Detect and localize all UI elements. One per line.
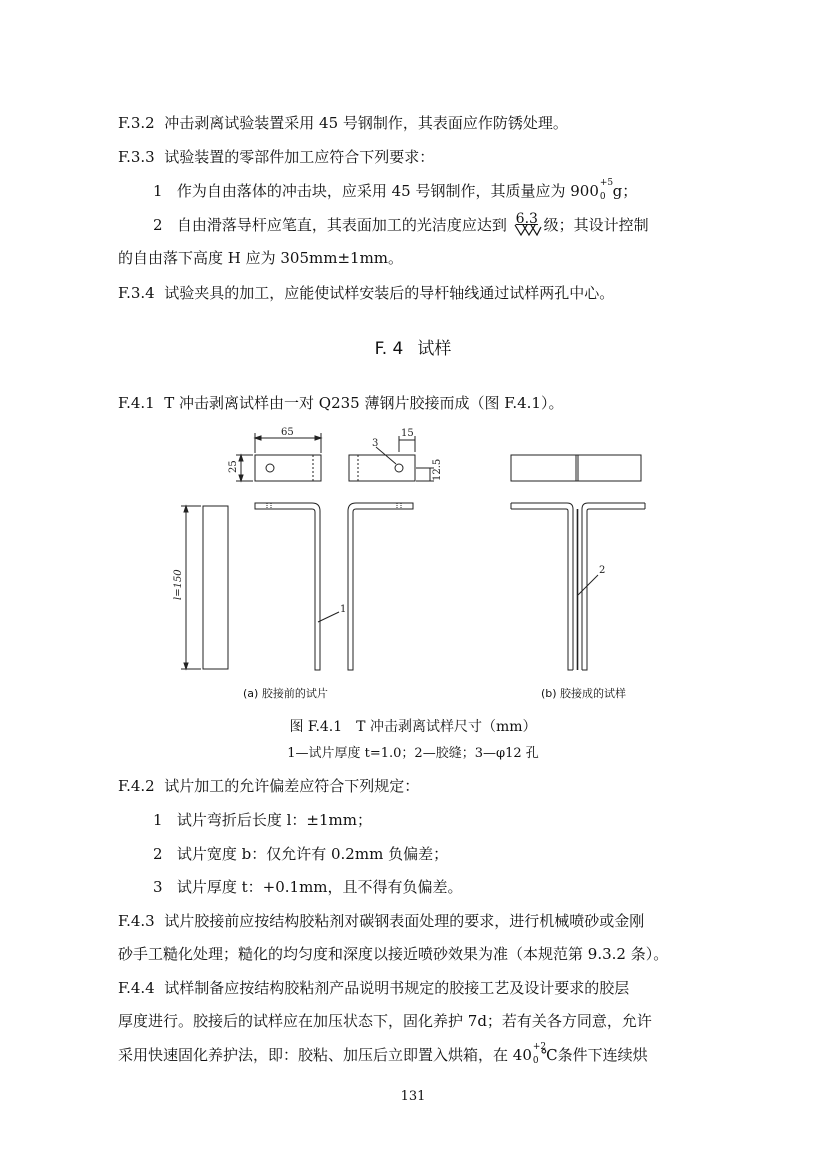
dim-15-label: 15 bbox=[401, 428, 414, 439]
item-text: 作为自由落体的冲击块，应采用 45 号钢制作，其质量应为 900 bbox=[176, 182, 599, 200]
section-title: 试样 bbox=[417, 339, 452, 359]
item-text-after: 级；其设计控制 bbox=[543, 216, 649, 234]
subfigure-a-label: (a) 胶接前的试片 bbox=[243, 687, 328, 700]
paragraph-f4-4-cont1: 厚度进行。胶接后的试样应在加压状态下，固化养护 7d；若有关各方同意，允许 bbox=[118, 1012, 652, 1030]
item-number: 3 bbox=[153, 878, 163, 896]
clause-code: F.3.3 bbox=[118, 148, 155, 166]
unit-text: g； bbox=[607, 182, 638, 200]
plate-a-top-view bbox=[255, 455, 321, 481]
temperature-tolerance bbox=[532, 1042, 547, 1066]
item-number: 2 bbox=[153, 845, 163, 863]
clause-code: F.3.2 bbox=[118, 114, 155, 132]
dim-25-label: 25 bbox=[228, 460, 239, 473]
tolerance-lower: 0 bbox=[532, 1056, 539, 1066]
item-text: 试片厚度 t：+0.1mm，且不得有负偏差。 bbox=[176, 878, 463, 896]
item-number: 1 bbox=[153, 811, 163, 829]
hole-icon bbox=[395, 464, 403, 472]
tolerance-upper: +5 bbox=[599, 178, 614, 188]
list-item-f4-2-1 bbox=[153, 810, 372, 830]
bent-plate-a bbox=[255, 503, 320, 670]
dim-12-5-label: 12.5 bbox=[432, 458, 443, 481]
clause-text: 试片加工的允许偏差应符合下列规定： bbox=[164, 777, 420, 795]
clause-code: F.4.4 bbox=[118, 979, 155, 997]
paragraph-f4-3-cont: 砂手工糙化处理；糙化的均匀度和深度以接近喷砂效果为准（本规范第 9.3.2 条）。 bbox=[118, 945, 669, 963]
clause-code: F.3.4 bbox=[118, 284, 155, 302]
dim-150-label: l=150 bbox=[173, 569, 184, 600]
dim-65-label: 65 bbox=[281, 427, 294, 438]
clause-code: F.4.2 bbox=[118, 777, 155, 795]
item-number: 2 bbox=[153, 216, 163, 234]
specimen-right-leg bbox=[582, 503, 645, 670]
subfigure-b-label: (b) 胶接成的试样 bbox=[541, 687, 627, 700]
figure-caption: 图 F.4.1 T 冲击剥离试样尺寸（mm） bbox=[289, 719, 537, 735]
clause-code: F.4.3 bbox=[118, 912, 155, 930]
plate-side-view bbox=[203, 506, 228, 669]
specimen-left-leg bbox=[511, 503, 573, 670]
paragraph-f4-4 bbox=[118, 978, 629, 998]
page-number: 131 bbox=[400, 1089, 426, 1104]
item-number: 1 bbox=[153, 182, 163, 200]
list-item-f3-3-2-cont: 的自由落下高度 H 应为 305mm±1mm。 bbox=[118, 249, 404, 267]
list-item-f4-2-2 bbox=[153, 844, 448, 864]
plate-b-top-view bbox=[349, 455, 415, 481]
clause-text: 冲击剥离试验装置采用 45 号钢制作，其表面应作防锈处理。 bbox=[164, 114, 568, 132]
paragraph-f4-2 bbox=[118, 776, 419, 796]
tolerance-upper: +2 bbox=[532, 1042, 547, 1052]
bent-plate-b bbox=[348, 503, 413, 670]
label-3: 3 bbox=[372, 438, 379, 449]
label-2: 2 bbox=[599, 565, 606, 576]
cont-text-after: ℃条件下连续烘 bbox=[540, 1046, 648, 1064]
clause-text: 试片胶接前应按结构胶粘剂对碳钢表面处理的要求，进行机械喷砂或金刚 bbox=[164, 912, 645, 930]
paragraph-f4-3 bbox=[118, 911, 644, 931]
cont-text: 采用快速固化养护法，即：胶粘、加压后立即置入烘箱，在 40 bbox=[118, 1046, 532, 1064]
list-item-f4-2-3 bbox=[153, 877, 463, 897]
section-number: F. 4 bbox=[374, 339, 404, 359]
tolerance-lower: 0 bbox=[599, 192, 606, 202]
figure-note: 1—试片厚度 t=1.0；2—胶缝；3—φ12 孔 bbox=[287, 746, 539, 761]
item-text: 自由滑落导杆应笔直，其表面加工的光洁度应达到 bbox=[176, 216, 507, 234]
clause-text: 试样制备应按结构胶粘剂产品说明书规定的胶接工艺及设计要求的胶层 bbox=[164, 979, 630, 997]
item-text: 试片弯折后长度 l：±1mm； bbox=[176, 811, 372, 829]
paragraph-f4-4-cont2 bbox=[118, 1042, 648, 1066]
label-1: 1 bbox=[340, 604, 347, 615]
roughness-value: 6.3 bbox=[515, 211, 538, 227]
clause-text: 试验装置的零部件加工应符合下列要求： bbox=[164, 148, 435, 166]
clause-text: T 冲击剥离试样由一对 Q235 薄钢片胶接而成（图 F.4.1）。 bbox=[164, 394, 564, 412]
hole-icon bbox=[266, 464, 274, 472]
item-text: 试片宽度 b：仅允许有 0.2mm 负偏差； bbox=[176, 845, 449, 863]
clause-code: F.4.1 bbox=[118, 394, 155, 412]
clause-text: 试验夹具的加工，应能使试样安装后的导杆轴线通过试样两孔中心。 bbox=[164, 284, 615, 302]
